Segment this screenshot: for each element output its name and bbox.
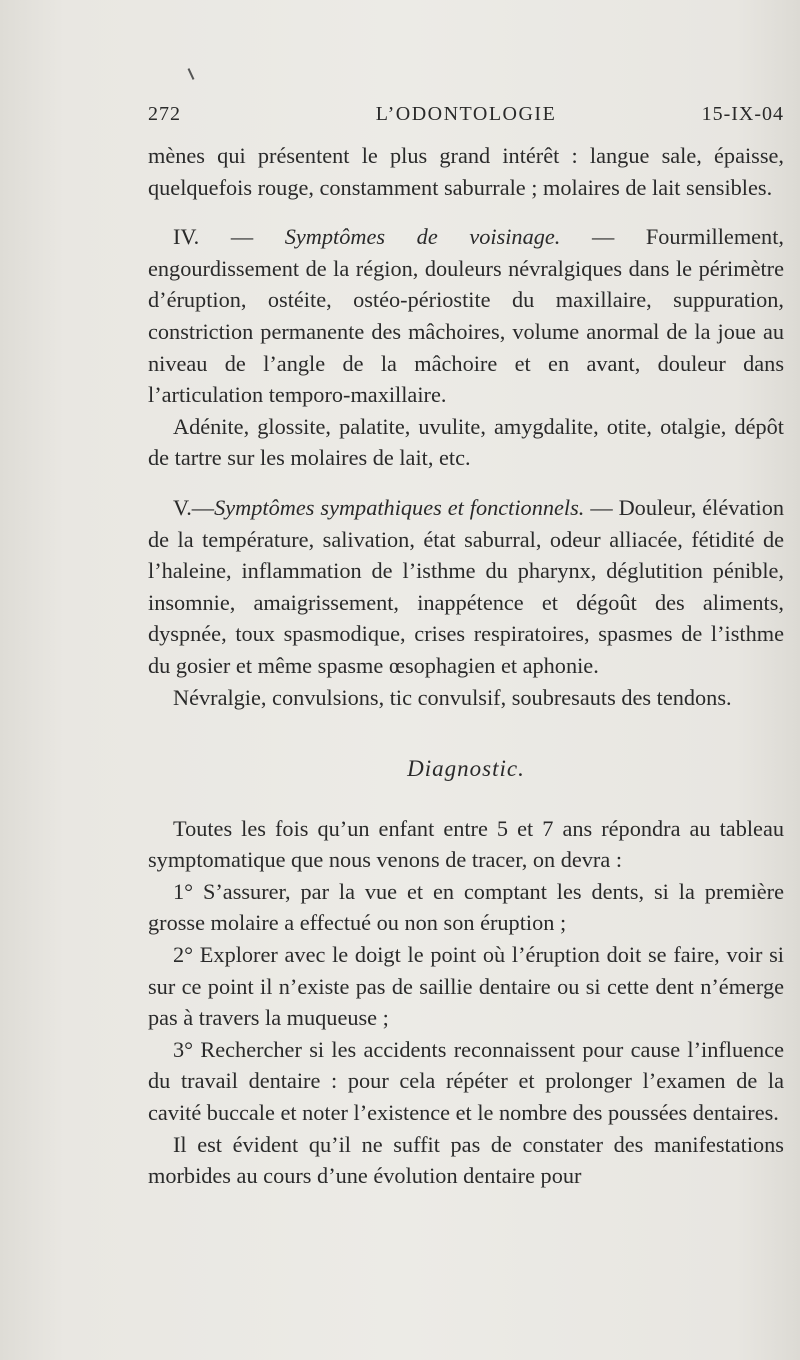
paragraph-text: — Douleur, élévation de la température, salivation, état saburral, odeur alliacée, fétidité de l’haleine, inflammation de l’isthme du pharynx, déglutition pénible, insomnie, amaigrissement, inappétence et dégoût des aliments, dyspnée, toux spasmodique, crises respiratoires, spasmes de l’isthme du gosier et même spasme œsophagien et aphonie. — [148, 494, 785, 678]
issue-date: 15-IX-04 — [701, 103, 784, 125]
paragraph-item-2: 2° Explorer avec le doigt le point où l’éruption doit se faire, voir si sur ce point il n’existe pas de saillie dentaire ou si cette dent n’émerge pas à travers la muqueuse ; — [148, 942, 784, 1031]
section-title-diagnostic: Diagnostic. — [407, 756, 525, 782]
section-heading-inline: Symptômes sympathiques et fonctionnels. — [214, 494, 585, 520]
paragraph-symptomes-voisinage — [148, 221, 784, 411]
paragraph-toutes-les-fois: Toutes les fois qu’un enfant entre 5 et 7 ans répondra au tableau symptomatique que nous venons de tracer, on devra : — [148, 815, 784, 873]
section-number: IV. — — [173, 224, 285, 250]
running-title: L’ODONTOLOGIE — [375, 103, 557, 125]
ink-mark — [188, 68, 195, 80]
paragraph-il-est-evident: Il est évident qu’il ne suffit pas de constater des manifestations morbides au cours d’une évolution dentaire pour — [148, 1131, 784, 1189]
paragraph-continuation: mènes qui présentent le plus grand intérêt : langue sale, épaisse, quelquefois rouge, constamment saburrale ; molaires de lait sensibles. — [148, 143, 784, 200]
paragraph-text: — Fourmillement, engourdissement de la région, douleurs névralgiques dans le périmètre d’éruption, ostéite, ostéo-périostite du maxillaire, suppuration, constriction permanente des mâchoires, volume anormal de la joue au niveau de l’angle de la mâchoire et en avant, douleur dans l’articulation temporo-maxillaire. — [148, 224, 784, 408]
page-header — [148, 103, 784, 133]
paragraph-nevralgie: Névralgie, convulsions, tic convulsif, soubresauts des tendons. — [173, 684, 732, 710]
section-number: V.— — [173, 494, 215, 520]
section-heading-inline: Symptômes de voisinage. — [284, 224, 561, 250]
page-number: 272 — [148, 103, 181, 125]
paragraph-adenite: Adénite, glossite, palatite, uvulite, amygdalite, otite, otalgie, dépôt de tartre sur les molaires de lait, etc. — [148, 413, 784, 471]
paragraph-symptomes-sympathiques — [148, 492, 784, 682]
page-body — [148, 140, 784, 1192]
paragraph-item-1: 1° S’assurer, par la vue et en comptant les dents, si la première grosse molaire a effectué ou non son éruption ; — [148, 878, 784, 936]
paragraph-item-3: 3° Rechercher si les accidents reconnaissent pour cause l’influence du travail dentaire : pour cela répéter et prolonger l’examen de la cavité buccale et noter l’existence et le nombre des poussées dentaires. — [148, 1036, 784, 1126]
